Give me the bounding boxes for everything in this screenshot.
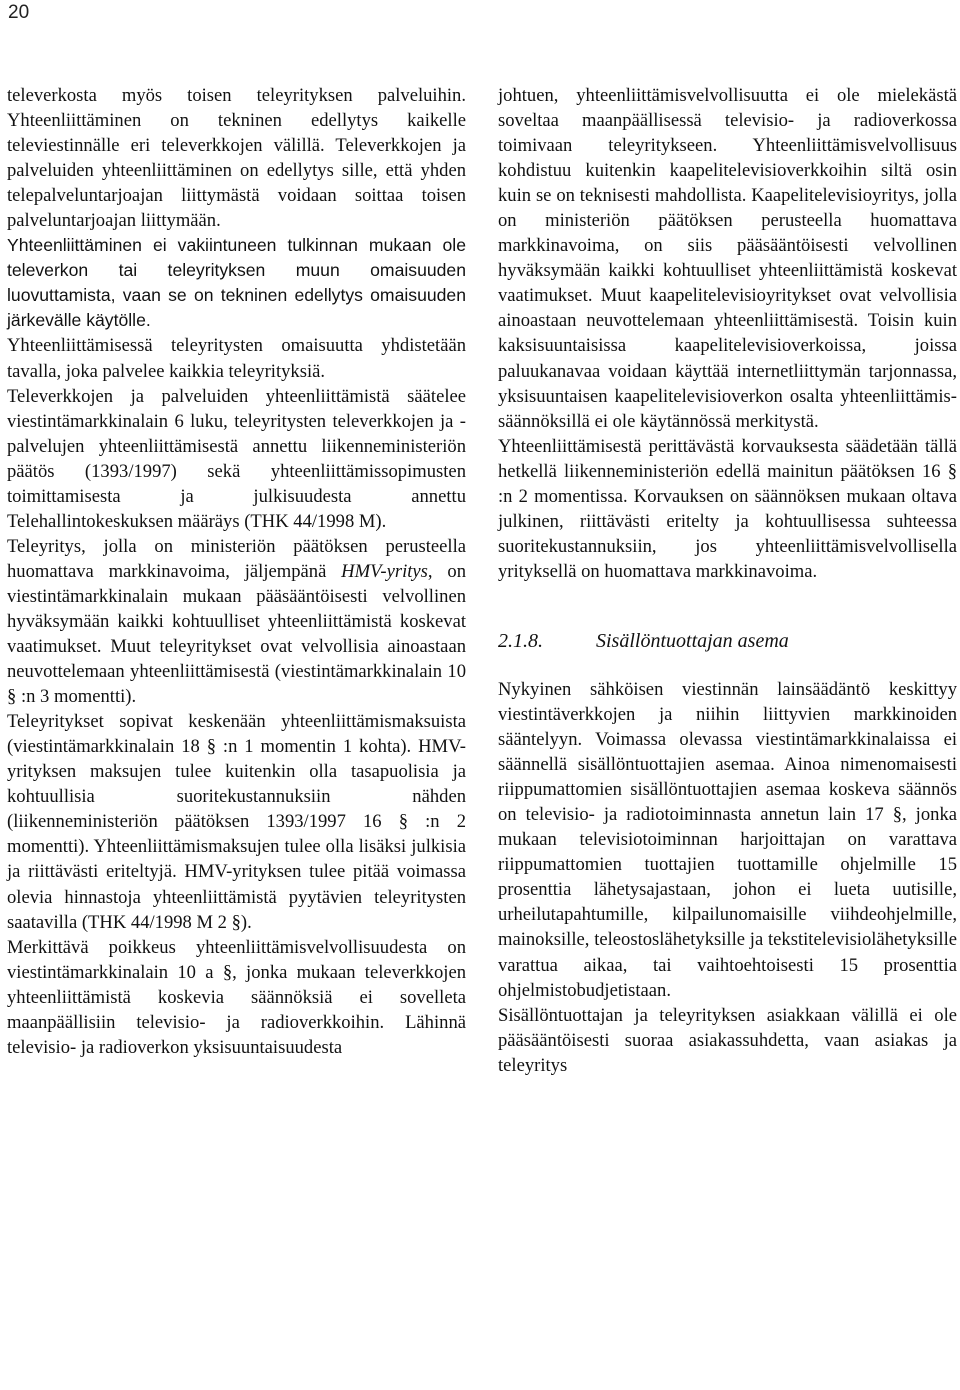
section-title: Sisällöntuottajan asema [596,629,789,652]
paragraph: johtuen, yhteenliittämisvelvollisuutta ei ole mielekästä soveltaa maanpäällisessä televisio- ja radioverkossa toimivaan teleyritykseen. Yhteenliittämisvelvollisuus kohdistuu kuitenkin kaapelitelevisioverkkoihin siltä osin kuin se on teknisesti mahdollista. Kaapelitelevisioyritys, jolla on ministeriön päätöksen perusteella huomattava markkinavoima, on siis pääsääntöisesti velvollinen hyväksymään kaikki kohtuulliset yhteenliittämistä koskevat vaatimukset. Muut kaapelitelevisioyritykset ovat velvollisia ainoastaan neuvottelemaan yhteenliittämisestä. Toisin kuin kaksisuuntaisissa kaapelitelevisioverkoissa, joissa paluukanavaa voidaan käyttää internetliittymän tarjonnassa, yksisuuntaisen kaapelitelevisioverkon osalta yhteenliittämissäännöksillä ei ole käytännössä merkitystä. [498,85,957,432]
paragraph: Nykyinen sähköisen viestinnän lainsäädäntö keskittyy viestintäverkkojen ja niihin liittyvien markkinoiden sääntelyyn. Voimassa olevassa viestintämarkkinalaissa ei säännellä sisällöntuottajien asemaa. Ainoa nimenomaisesti riippumattomien sisällöntuottajien asemaa koskeva säännös on televisio- ja radiotoiminnasta annetun lain 17 §, jonka mukaan televisiotoiminnan harjoittajan on varattava riippumattomien tuottajien tuottamille ohjelmille 15 prosenttia lähetysajastaan, johon ei lueta uutisille, urheilutapahtumille, kilpailunomaisille viihdeohjelmille, mainoksille, teleostoslähetyksille ja tekstitelevisiolähetyksille varattua aikaa, tai vaihtoehtoisesti 15 prosenttia ohjelmistobudjetistaan. [498,678,957,1001]
text-run: , on viestintämarkkinalain mukaan pääsääntöisesti velvollinen hyväksymään kaikki kohtuulliset yhteenliittämistä koskevat vaatimukset. Muut teleyritykset ovat velvollisia ainoastaan neuvottelemaan yhteenliittämisestä (viestintämarkkinalain 10 § :n 3 momentti). [7,560,466,708]
defined-term: HMV-yritys [341,560,428,582]
page-number: 20 [8,2,30,23]
paragraph [7,534,466,709]
text-run: Teleyritys, jolla on ministeriön päätöksen perusteella huomattava markkinavoima, jäljempänä [7,535,466,582]
left-column [7,83,466,1060]
paragraph: Yhteenliittämisestä perittävästä korvauksesta säädetään tällä hetkellä liikenneministeriön edellä mainitun päätöksen 16 § :n 2 momentissa. Korvauksen on säännöksen mukaan oltava julkinen, riittävästi eritelty ja kohtuullisessa suhteessa suoritekustannuksiin, jos yhteenliittämisvelvollisella yrityksellä on huomattava markkinavoima. [498,435,957,582]
paragraph: Teleyritykset sopivat keskenään yhteenliittämismaksuista (viestintämarkkinalain 18 § :n 1 momentin 1 kohta). HMV-yrityksen maksujen tulee kuitenkin olla tasapuolisia ja kohtuullisia suoritekustannuksiin nähden (liikenneministeriön päätöksen 1393/1997 16 § :n 2 momentti). Yhteenliittämismaksujen tulee olla lisäksi julkisia ja riittävästi eriteltyjä. HMV-yrityksen tulee pitää voimassa olevia hinnastoja yhteenliittämistä pyytävien teleyritysten saatavilla (THK 44/1998 M 2 §). [7,711,466,933]
right-column [498,83,957,1078]
section-number: 2.1.8. [498,629,543,652]
section-heading [498,629,957,654]
paragraph: Televerkkojen ja palveluiden yhteenliittämistä säätelee viestintämarkkinalain 6 luku, teleyritysten televerkkojen ja - palvelujen yhteenliittämisestä annettu liikenneministeriön päätös (1393/1997) sekä yhteenliittämissopimusten toimittamisesta ja julkisuudesta annettu Telehallintokeskuksen määräys (THK 44/1998 M). [7,385,466,532]
paragraph: Sisällöntuottajan ja teleyrityksen asiakkaan välillä ei ole pääsääntöisesti suoraa asiakassuhdetta, vaan asiakas ja teleyritys [498,1004,957,1076]
paragraph: Yhteenliittäminen ei vakiintuneen tulkinnan mukaan ole televerkon tai teleyrityksen muun omaisuuden luovuttamista, vaan se on tekninen edellytys omaisuuden järkevälle käytölle. [7,235,466,331]
paragraph: televerkosta myös toisen teleyrityksen palveluihin. Yhteenliittäminen on tekninen edellytys kaikelle televiestinnälle eri televerkkojen välillä. Televerkkojen ja palveluiden yhteenliittäminen on edellytys sille, että yhden telepalveluntarjoajan liittymästä voidaan soittaa toisen palveluntarjoajan liittymään. [7,85,466,232]
paragraph: Merkittävä poikkeus yhteenliittämisvelvollisuudesta on viestintämarkkinalain 10 a §, jonka mukaan televerkkojen yhteenliittämistä koskevia säännöksiä ei sovelleta maanpäällisiin televisio- ja radioverkkoihin. Lähinnä televisio- ja radioverkon yksisuuntaisuudesta [7,936,466,1058]
paragraph: Yhteenliittämisessä teleyritysten omaisuutta yhdistetään tavalla, joka palvelee kaikkia teleyrityksiä. [7,335,466,382]
